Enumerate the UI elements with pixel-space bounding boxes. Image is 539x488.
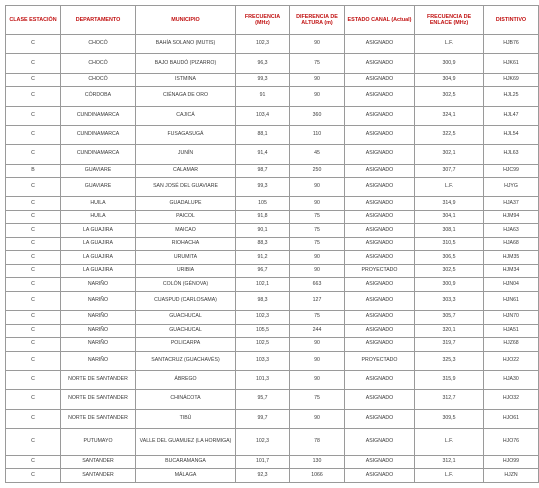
cell-estado-canal: ASIGNADO bbox=[345, 87, 415, 106]
table-row bbox=[6, 428, 539, 455]
cell-frecuencia: 95,7 bbox=[236, 390, 290, 409]
cell-estado-canal: ASIGNADO bbox=[345, 210, 415, 223]
cell-distintivo: HJN70 bbox=[484, 311, 539, 324]
cell-diferencia-altura: 90 bbox=[290, 197, 345, 210]
cell-distintivo: HJL25 bbox=[484, 87, 539, 106]
cell-distintivo: HJM35 bbox=[484, 251, 539, 264]
cell-municipio: CHINÁCOTA bbox=[136, 390, 236, 409]
cell-distintivo: HJO32 bbox=[484, 390, 539, 409]
cell-frecuencia: 105 bbox=[236, 197, 290, 210]
cell-distintivo: HJA68 bbox=[484, 237, 539, 250]
cell-estado-canal: ASIGNADO bbox=[345, 251, 415, 264]
cell-departamento: CHOCÓ bbox=[61, 35, 136, 54]
cell-municipio: ISTMINA bbox=[136, 73, 236, 86]
cell-diferencia-altura: 75 bbox=[290, 390, 345, 409]
header-diferencia-altura: DIFERENCIA DE ALTURA (m) bbox=[290, 6, 345, 35]
table-row bbox=[6, 178, 539, 197]
cell-municipio: CAJICÁ bbox=[136, 106, 236, 125]
cell-frecuencia-enlace: L.F. bbox=[415, 469, 484, 483]
cell-departamento: NARIÑO bbox=[61, 338, 136, 351]
cell-estado-canal: ASIGNADO bbox=[345, 125, 415, 144]
table-header-row bbox=[6, 6, 539, 35]
cell-distintivo: HJN61 bbox=[484, 291, 539, 310]
frequency-table-page bbox=[5, 5, 527, 483]
cell-estado-canal: ASIGNADO bbox=[345, 278, 415, 291]
table-row bbox=[6, 54, 539, 73]
cell-municipio: URUMITA bbox=[136, 251, 236, 264]
cell-diferencia-altura: 90 bbox=[290, 351, 345, 370]
table-row bbox=[6, 145, 539, 164]
cell-frecuencia-enlace: L.F. bbox=[415, 178, 484, 197]
table-row bbox=[6, 87, 539, 106]
cell-departamento: NARIÑO bbox=[61, 278, 136, 291]
cell-estado-canal: ASIGNADO bbox=[345, 224, 415, 237]
table-row bbox=[6, 125, 539, 144]
cell-municipio: MÁLAGA bbox=[136, 469, 236, 483]
table-row bbox=[6, 469, 539, 483]
cell-departamento: LA GUAJIRA bbox=[61, 224, 136, 237]
cell-municipio: URIBIA bbox=[136, 264, 236, 277]
cell-estado-canal: ASIGNADO bbox=[345, 54, 415, 73]
cell-clase: C bbox=[6, 210, 61, 223]
cell-frecuencia-enlace: 324,1 bbox=[415, 106, 484, 125]
cell-municipio: POLICARPA bbox=[136, 338, 236, 351]
cell-diferencia-altura: 1066 bbox=[290, 469, 345, 483]
cell-estado-canal: ASIGNADO bbox=[345, 35, 415, 54]
cell-clase: C bbox=[6, 351, 61, 370]
cell-departamento: NORTE DE SANTANDER bbox=[61, 409, 136, 428]
cell-frecuencia-enlace: L.F. bbox=[415, 35, 484, 54]
cell-estado-canal: ASIGNADO bbox=[345, 338, 415, 351]
cell-clase: C bbox=[6, 338, 61, 351]
cell-diferencia-altura: 75 bbox=[290, 210, 345, 223]
cell-estado-canal: ASIGNADO bbox=[345, 197, 415, 210]
cell-distintivo: HJN04 bbox=[484, 278, 539, 291]
cell-distintivo: HJM34 bbox=[484, 264, 539, 277]
header-municipio: MUNICIPIO bbox=[136, 6, 236, 35]
cell-municipio: CIÉNAGA DE ORO bbox=[136, 87, 236, 106]
cell-frecuencia-enlace: 303,3 bbox=[415, 291, 484, 310]
cell-frecuencia-enlace: 322,5 bbox=[415, 125, 484, 144]
cell-clase: C bbox=[6, 370, 61, 389]
cell-departamento: CHOCÓ bbox=[61, 54, 136, 73]
cell-clase: C bbox=[6, 455, 61, 468]
cell-distintivo: HJK61 bbox=[484, 54, 539, 73]
header-distintivo: DISTINTIVO bbox=[484, 6, 539, 35]
table-row bbox=[6, 224, 539, 237]
cell-frecuencia-enlace: 300,9 bbox=[415, 278, 484, 291]
cell-estado-canal: ASIGNADO bbox=[345, 237, 415, 250]
cell-estado-canal: PROYECTADO bbox=[345, 351, 415, 370]
cell-clase: C bbox=[6, 251, 61, 264]
cell-clase: C bbox=[6, 125, 61, 144]
cell-frecuencia-enlace: 307,7 bbox=[415, 164, 484, 177]
table-row bbox=[6, 324, 539, 337]
header-estado-canal: ESTADO CANAL (Actual) bbox=[345, 6, 415, 35]
header-frecuencia-enlace: FRECUENCIA DE ENLACE (MHz) bbox=[415, 6, 484, 35]
cell-estado-canal: ASIGNADO bbox=[345, 291, 415, 310]
cell-clase: C bbox=[6, 224, 61, 237]
cell-departamento: CUNDINAMARCA bbox=[61, 125, 136, 144]
table-row bbox=[6, 409, 539, 428]
cell-municipio: GUADALUPE bbox=[136, 197, 236, 210]
cell-municipio: GUACHUCAL bbox=[136, 311, 236, 324]
cell-frecuencia-enlace: 315,9 bbox=[415, 370, 484, 389]
cell-clase: C bbox=[6, 324, 61, 337]
cell-frecuencia: 91,2 bbox=[236, 251, 290, 264]
cell-distintivo: HJYG bbox=[484, 178, 539, 197]
cell-diferencia-altura: 75 bbox=[290, 311, 345, 324]
header-clase-estacion: CLASE ESTACIÓN bbox=[6, 6, 61, 35]
cell-distintivo: HJC99 bbox=[484, 164, 539, 177]
cell-estado-canal: ASIGNADO bbox=[345, 164, 415, 177]
cell-frecuencia-enlace: 302,5 bbox=[415, 87, 484, 106]
cell-frecuencia-enlace: 320,1 bbox=[415, 324, 484, 337]
cell-municipio: VALLE DEL GUAMUEZ (LA HORMIGA) bbox=[136, 428, 236, 455]
table-row bbox=[6, 264, 539, 277]
cell-frecuencia: 105,5 bbox=[236, 324, 290, 337]
cell-diferencia-altura: 75 bbox=[290, 54, 345, 73]
cell-distintivo: HJO22 bbox=[484, 351, 539, 370]
cell-frecuencia: 88,3 bbox=[236, 237, 290, 250]
cell-diferencia-altura: 45 bbox=[290, 145, 345, 164]
table-row bbox=[6, 390, 539, 409]
cell-frecuencia-enlace: L.F. bbox=[415, 428, 484, 455]
cell-frecuencia: 99,3 bbox=[236, 73, 290, 86]
table-row bbox=[6, 291, 539, 310]
cell-clase: C bbox=[6, 278, 61, 291]
cell-diferencia-altura: 360 bbox=[290, 106, 345, 125]
cell-municipio: BUCARAMANGA bbox=[136, 455, 236, 468]
table-row bbox=[6, 251, 539, 264]
cell-departamento: SANTANDER bbox=[61, 469, 136, 483]
cell-estado-canal: PROYECTADO bbox=[345, 264, 415, 277]
cell-municipio: ÁBREGO bbox=[136, 370, 236, 389]
cell-clase: C bbox=[6, 35, 61, 54]
cell-distintivo: HJA63 bbox=[484, 224, 539, 237]
cell-departamento: GUAVIARE bbox=[61, 164, 136, 177]
cell-estado-canal: ASIGNADO bbox=[345, 455, 415, 468]
cell-municipio: JUNÍN bbox=[136, 145, 236, 164]
cell-estado-canal: ASIGNADO bbox=[345, 324, 415, 337]
cell-diferencia-altura: 244 bbox=[290, 324, 345, 337]
cell-distintivo: HJO99 bbox=[484, 455, 539, 468]
header-frecuencia: FRECUENCIA (MHz) bbox=[236, 6, 290, 35]
cell-clase: C bbox=[6, 197, 61, 210]
cell-distintivo: HJZN bbox=[484, 469, 539, 483]
cell-diferencia-altura: 90 bbox=[290, 370, 345, 389]
cell-diferencia-altura: 250 bbox=[290, 164, 345, 177]
cell-estado-canal: ASIGNADO bbox=[345, 106, 415, 125]
cell-diferencia-altura: 90 bbox=[290, 73, 345, 86]
cell-frecuencia: 98,3 bbox=[236, 291, 290, 310]
cell-departamento: HUILA bbox=[61, 210, 136, 223]
cell-frecuencia: 96,3 bbox=[236, 54, 290, 73]
cell-distintivo: HJO76 bbox=[484, 428, 539, 455]
cell-frecuencia: 88,1 bbox=[236, 125, 290, 144]
cell-distintivo: HJZ68 bbox=[484, 338, 539, 351]
cell-diferencia-altura: 127 bbox=[290, 291, 345, 310]
header-departamento: DEPARTAMENTO bbox=[61, 6, 136, 35]
cell-frecuencia-enlace: 306,5 bbox=[415, 251, 484, 264]
cell-diferencia-altura: 130 bbox=[290, 455, 345, 468]
cell-departamento: PUTUMAYO bbox=[61, 428, 136, 455]
cell-clase: C bbox=[6, 264, 61, 277]
cell-departamento: NARIÑO bbox=[61, 291, 136, 310]
table-row bbox=[6, 164, 539, 177]
frequency-table bbox=[5, 5, 539, 483]
cell-frecuencia: 102,3 bbox=[236, 311, 290, 324]
cell-estado-canal: ASIGNADO bbox=[345, 428, 415, 455]
cell-frecuencia-enlace: 319,7 bbox=[415, 338, 484, 351]
cell-frecuencia: 99,3 bbox=[236, 178, 290, 197]
cell-distintivo: HJK69 bbox=[484, 73, 539, 86]
cell-frecuencia: 102,1 bbox=[236, 278, 290, 291]
cell-frecuencia: 99,7 bbox=[236, 409, 290, 428]
cell-municipio: CALAMAR bbox=[136, 164, 236, 177]
cell-diferencia-altura: 78 bbox=[290, 428, 345, 455]
cell-clase: C bbox=[6, 409, 61, 428]
cell-municipio: GUACHUCAL bbox=[136, 324, 236, 337]
cell-frecuencia: 96,7 bbox=[236, 264, 290, 277]
cell-diferencia-altura: 75 bbox=[290, 237, 345, 250]
cell-distintivo: HJL54 bbox=[484, 125, 539, 144]
table-row bbox=[6, 311, 539, 324]
cell-departamento: LA GUAJIRA bbox=[61, 264, 136, 277]
cell-municipio: BAJO BAUDÓ (PIZARRO) bbox=[136, 54, 236, 73]
cell-frecuencia: 102,5 bbox=[236, 338, 290, 351]
cell-estado-canal: ASIGNADO bbox=[345, 145, 415, 164]
cell-frecuencia: 103,4 bbox=[236, 106, 290, 125]
cell-frecuencia-enlace: 309,5 bbox=[415, 409, 484, 428]
table-row bbox=[6, 35, 539, 54]
cell-clase: C bbox=[6, 54, 61, 73]
cell-diferencia-altura: 90 bbox=[290, 264, 345, 277]
cell-clase: C bbox=[6, 145, 61, 164]
cell-frecuencia-enlace: 302,5 bbox=[415, 264, 484, 277]
table-row bbox=[6, 106, 539, 125]
cell-diferencia-altura: 90 bbox=[290, 409, 345, 428]
cell-frecuencia: 102,3 bbox=[236, 35, 290, 54]
table-row bbox=[6, 455, 539, 468]
cell-departamento: LA GUAJIRA bbox=[61, 251, 136, 264]
cell-frecuencia: 91,4 bbox=[236, 145, 290, 164]
cell-diferencia-altura: 663 bbox=[290, 278, 345, 291]
cell-departamento: GUAVIARE bbox=[61, 178, 136, 197]
cell-departamento: NARIÑO bbox=[61, 324, 136, 337]
table-row bbox=[6, 351, 539, 370]
cell-frecuencia: 103,3 bbox=[236, 351, 290, 370]
table-row bbox=[6, 197, 539, 210]
cell-distintivo: HJO61 bbox=[484, 409, 539, 428]
cell-frecuencia: 91 bbox=[236, 87, 290, 106]
cell-distintivo: HJB76 bbox=[484, 35, 539, 54]
cell-diferencia-altura: 75 bbox=[290, 224, 345, 237]
table-row bbox=[6, 370, 539, 389]
cell-diferencia-altura: 90 bbox=[290, 251, 345, 264]
cell-clase: C bbox=[6, 73, 61, 86]
cell-clase: C bbox=[6, 291, 61, 310]
cell-clase: C bbox=[6, 428, 61, 455]
cell-distintivo: HJL63 bbox=[484, 145, 539, 164]
table-row bbox=[6, 237, 539, 250]
cell-frecuencia: 102,3 bbox=[236, 428, 290, 455]
cell-departamento: LA GUAJIRA bbox=[61, 237, 136, 250]
cell-municipio: BAHÍA SOLANO (MUTIS) bbox=[136, 35, 236, 54]
cell-distintivo: HJL47 bbox=[484, 106, 539, 125]
cell-frecuencia-enlace: 304,9 bbox=[415, 73, 484, 86]
cell-departamento: CÓRDOBA bbox=[61, 87, 136, 106]
cell-clase: C bbox=[6, 237, 61, 250]
cell-frecuencia-enlace: 305,7 bbox=[415, 311, 484, 324]
cell-departamento: CUNDINAMARCA bbox=[61, 145, 136, 164]
cell-distintivo: HJM94 bbox=[484, 210, 539, 223]
cell-frecuencia-enlace: 304,1 bbox=[415, 210, 484, 223]
cell-distintivo: HJA37 bbox=[484, 197, 539, 210]
cell-municipio: RIOHACHA bbox=[136, 237, 236, 250]
cell-departamento: SANTANDER bbox=[61, 455, 136, 468]
cell-frecuencia-enlace: 300,9 bbox=[415, 54, 484, 73]
cell-frecuencia-enlace: 312,7 bbox=[415, 390, 484, 409]
table-row bbox=[6, 338, 539, 351]
cell-departamento: CUNDINAMARCA bbox=[61, 106, 136, 125]
cell-departamento: NORTE DE SANTANDER bbox=[61, 390, 136, 409]
cell-diferencia-altura: 90 bbox=[290, 178, 345, 197]
cell-diferencia-altura: 90 bbox=[290, 35, 345, 54]
cell-estado-canal: ASIGNADO bbox=[345, 178, 415, 197]
cell-diferencia-altura: 90 bbox=[290, 87, 345, 106]
cell-distintivo: HJA30 bbox=[484, 370, 539, 389]
cell-diferencia-altura: 90 bbox=[290, 338, 345, 351]
cell-municipio: CUASPUD (CARLOSAMA) bbox=[136, 291, 236, 310]
cell-frecuencia-enlace: 308,1 bbox=[415, 224, 484, 237]
cell-municipio: SANTACRUZ (GUACHAVÉS) bbox=[136, 351, 236, 370]
cell-frecuencia-enlace: 310,5 bbox=[415, 237, 484, 250]
cell-frecuencia: 101,3 bbox=[236, 370, 290, 389]
cell-municipio: COLÓN (GÉNOVA) bbox=[136, 278, 236, 291]
cell-frecuencia: 92,3 bbox=[236, 469, 290, 483]
cell-estado-canal: ASIGNADO bbox=[345, 73, 415, 86]
cell-departamento: NARIÑO bbox=[61, 311, 136, 324]
cell-frecuencia: 98,7 bbox=[236, 164, 290, 177]
cell-departamento: CHOCÓ bbox=[61, 73, 136, 86]
cell-municipio: MAICAO bbox=[136, 224, 236, 237]
cell-clase: C bbox=[6, 106, 61, 125]
cell-clase: C bbox=[6, 390, 61, 409]
cell-frecuencia: 91,8 bbox=[236, 210, 290, 223]
table-row bbox=[6, 278, 539, 291]
cell-estado-canal: ASIGNADO bbox=[345, 409, 415, 428]
table-row bbox=[6, 73, 539, 86]
cell-departamento: NORTE DE SANTANDER bbox=[61, 370, 136, 389]
cell-clase: C bbox=[6, 469, 61, 483]
cell-frecuencia-enlace: 302,1 bbox=[415, 145, 484, 164]
cell-clase: B bbox=[6, 164, 61, 177]
cell-municipio: SAN JOSÉ DEL GUAVIARE bbox=[136, 178, 236, 197]
cell-estado-canal: ASIGNADO bbox=[345, 390, 415, 409]
cell-clase: C bbox=[6, 311, 61, 324]
cell-clase: C bbox=[6, 178, 61, 197]
cell-distintivo: HJA51 bbox=[484, 324, 539, 337]
cell-municipio: PAICOL bbox=[136, 210, 236, 223]
cell-estado-canal: ASIGNADO bbox=[345, 370, 415, 389]
cell-frecuencia-enlace: 325,3 bbox=[415, 351, 484, 370]
cell-frecuencia-enlace: 314,9 bbox=[415, 197, 484, 210]
cell-estado-canal: ASIGNADO bbox=[345, 469, 415, 483]
cell-frecuencia-enlace: 312,1 bbox=[415, 455, 484, 468]
table-row bbox=[6, 210, 539, 223]
cell-departamento: HUILA bbox=[61, 197, 136, 210]
cell-frecuencia: 90,1 bbox=[236, 224, 290, 237]
cell-departamento: NARIÑO bbox=[61, 351, 136, 370]
cell-clase: C bbox=[6, 87, 61, 106]
cell-estado-canal: ASIGNADO bbox=[345, 311, 415, 324]
cell-frecuencia: 101,7 bbox=[236, 455, 290, 468]
cell-municipio: TIBÚ bbox=[136, 409, 236, 428]
cell-municipio: FUSAGASUGÁ bbox=[136, 125, 236, 144]
table-body bbox=[6, 35, 539, 483]
cell-diferencia-altura: 110 bbox=[290, 125, 345, 144]
